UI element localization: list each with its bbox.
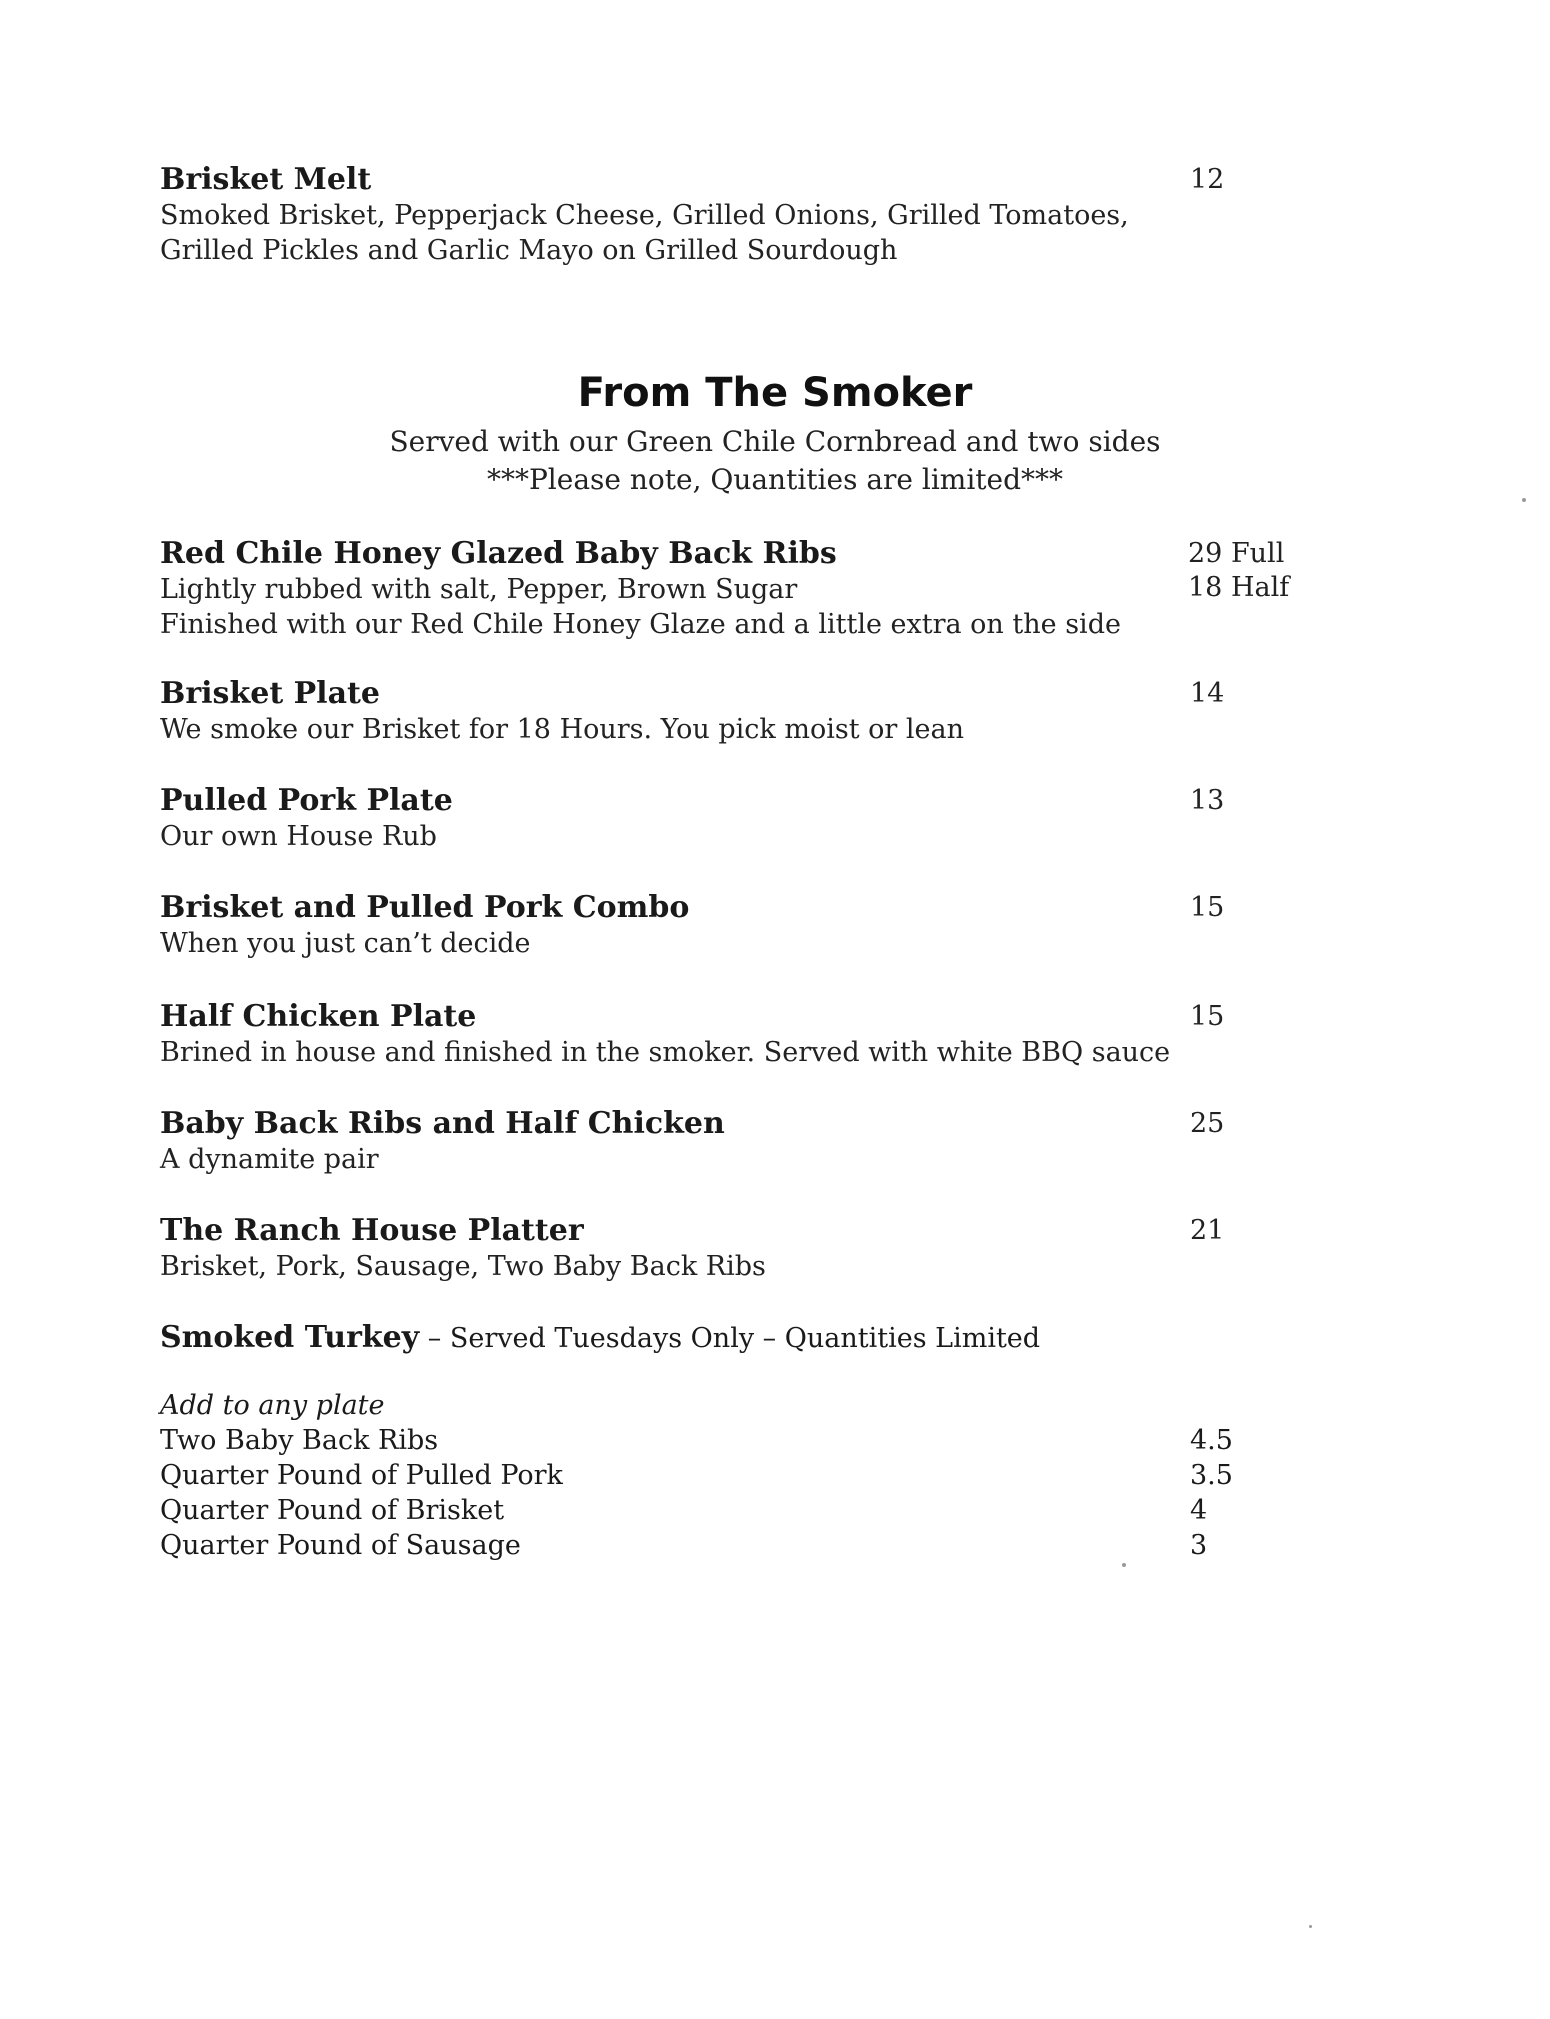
item-name: The Ranch House Platter [160, 1213, 584, 1248]
item-description: Brisket, Pork, Sausage, Two Baby Back Ribs [160, 1251, 766, 1282]
addon-price: 3 [1190, 1530, 1208, 1561]
menu-item [160, 783, 1310, 854]
item-description: We smoke our Brisket for 18 Hours. You pick moist or lean [160, 714, 965, 745]
item-price: 15 [1190, 1001, 1225, 1032]
addon-price: 3.5 [1190, 1460, 1233, 1491]
item-description: Smoked Brisket, Pepperjack Cheese, Grilled Onions, Grilled Tomatoes, [160, 200, 1129, 231]
item-price: 13 [1190, 785, 1225, 816]
section-note: ***Please note, Quantities are limited*** [486, 463, 1064, 496]
item-description: Our own House Rub [160, 821, 437, 852]
item-name: Red Chile Honey Glazed Baby Back Ribs [160, 536, 837, 571]
addon-name: Quarter Pound of Brisket [160, 1495, 505, 1526]
item-price-full: 29 Full [1188, 538, 1285, 569]
item-price: 12 [1190, 164, 1225, 195]
addon-row [160, 1528, 1260, 1563]
item-price: 21 [1190, 1215, 1225, 1246]
menu-item [160, 676, 1310, 747]
section-subtitle: Served with our Green Chile Cornbread and two sides [389, 425, 1161, 458]
addon-name: Quarter Pound of Pulled Pork [160, 1460, 563, 1491]
item-name: Pulled Pork Plate [160, 783, 453, 818]
item-description: When you just can’t decide [160, 928, 531, 959]
addon-row [160, 1493, 1260, 1528]
item-price-half: 18 Half [1188, 572, 1290, 603]
item-price: 14 [1190, 678, 1225, 709]
addon-name: Quarter Pound of Sausage [160, 1530, 521, 1561]
item-description: Finished with our Red Chile Honey Glaze and a little extra on the side [160, 609, 1121, 640]
menu-item [160, 1213, 1310, 1284]
item-price: 15 [1190, 892, 1225, 923]
item-name: Brisket Melt [160, 162, 372, 197]
scan-speck [1309, 1925, 1312, 1928]
menu-item-smoked-turkey [160, 1320, 1040, 1357]
addons-heading: Add to any plate [160, 1390, 385, 1421]
item-name: Baby Back Ribs and Half Chicken [160, 1106, 725, 1141]
menu-item [160, 999, 1310, 1070]
item-name: Brisket and Pulled Pork Combo [160, 890, 690, 925]
addon-name: Two Baby Back Ribs [160, 1425, 439, 1456]
item-description: A dynamite pair [160, 1144, 379, 1175]
item-price: 25 [1190, 1108, 1225, 1139]
item-description: Grilled Pickles and Garlic Mayo on Grilled Sourdough [160, 235, 898, 266]
item-note: – Served Tuesdays Only – Quantities Limited [419, 1323, 1041, 1354]
item-name: Half Chicken Plate [160, 999, 477, 1034]
item-description: Brined in house and finished in the smoker. Served with white BBQ sauce [160, 1037, 1171, 1068]
addon-row [160, 1458, 1260, 1493]
item-name: Smoked Turkey [160, 1320, 420, 1355]
item-name: Brisket Plate [160, 676, 380, 711]
menu-item-ribs [160, 536, 1310, 642]
scan-speck [1122, 1563, 1126, 1567]
addon-price: 4 [1190, 1495, 1208, 1526]
menu-item [160, 1106, 1310, 1177]
scan-speck [1522, 498, 1526, 502]
section-title: From The Smoker [577, 370, 973, 416]
item-description: Lightly rubbed with salt, Pepper, Brown Sugar [160, 574, 798, 605]
addon-row [160, 1423, 1260, 1458]
menu-item-brisket-melt [160, 162, 1310, 268]
menu-item [160, 890, 1310, 961]
addon-price: 4.5 [1190, 1425, 1233, 1456]
